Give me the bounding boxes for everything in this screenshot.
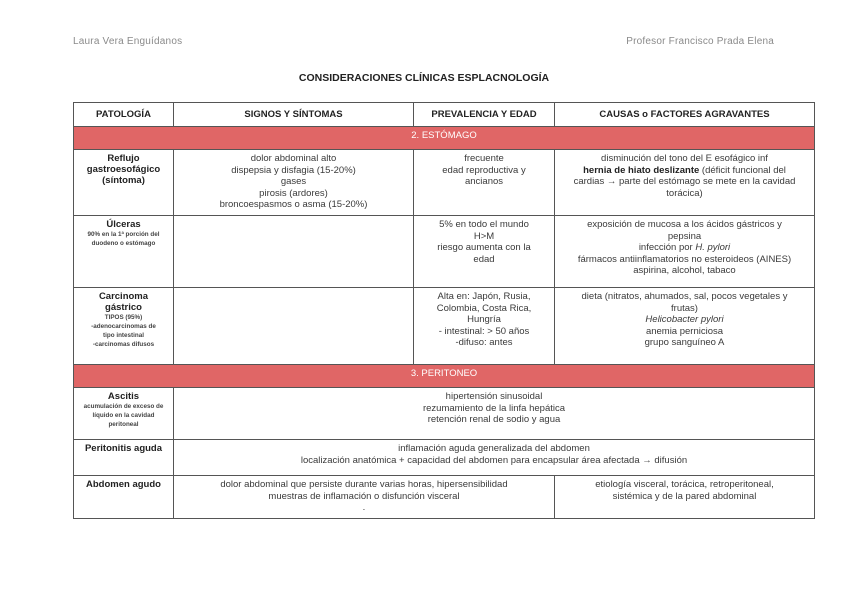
cause-text: (déficit funcional del — [699, 164, 786, 176]
document-title: CONSIDERACIONES CLÍNICAS ESPLACNOLOGÍA — [298, 72, 550, 84]
causes-abdomen — [555, 476, 815, 519]
prevalence-line: H>M — [473, 230, 495, 242]
causes-reflujo — [555, 150, 815, 216]
cause-italic: H. pylori — [695, 242, 731, 253]
section-row-peritoneo — [74, 365, 815, 388]
header-row — [74, 103, 815, 127]
causes-carcinoma — [555, 288, 815, 365]
cause-line — [559, 314, 810, 326]
cause-line: dieta (nitratos, ahumados, sal, pocos vegetales y — [581, 291, 788, 302]
pathology-ascitis — [74, 388, 174, 440]
prevalence-line: ancianos — [464, 176, 504, 187]
pathology-note: duodeno o estómago — [91, 240, 156, 247]
pathology-name: Peritonitis aguda — [84, 443, 163, 454]
table-row-reflujo — [74, 150, 815, 216]
prevalence-line: Hungría — [467, 314, 501, 325]
pathology-name: Úlceras — [106, 219, 141, 230]
pathology-note: TIPOS (95%) — [104, 314, 143, 321]
cause-line: frutas) — [671, 302, 698, 314]
cause-line — [559, 242, 810, 254]
section-row-estomago — [74, 127, 815, 150]
pathology-name: Abdomen agudo — [86, 479, 161, 490]
table-row-ascitis — [74, 388, 815, 440]
prevalence-line: - intestinal: > 50 años — [438, 325, 530, 337]
info-line: rezumamiento de la linfa hepática — [422, 402, 566, 414]
pathology-name: Ascitis — [107, 391, 140, 402]
prevalence-line: Alta en: Japón, Rusia, — [437, 291, 531, 302]
table-row-carcinoma — [74, 288, 815, 365]
cause-line: anemia perniciosa — [645, 325, 724, 337]
pathology-note: tipo intestinal — [103, 332, 144, 339]
info-ascitis — [174, 388, 815, 440]
pathology-name: gastroesofágico — [86, 164, 161, 175]
signs-ulceras — [174, 216, 414, 288]
causes-ulceras — [555, 216, 815, 288]
cause-line: grupo sanguíneo A — [644, 337, 725, 348]
cause-line: pepsina — [667, 230, 702, 242]
pathology-table — [73, 102, 815, 519]
col-header-prevalencia: PREVALENCIA Y EDAD — [414, 103, 555, 127]
prevalence-line: edad reproductiva y — [442, 164, 526, 176]
cause-highlight: hernia de hiato deslizante — [583, 164, 700, 176]
section-title-estomago: 2. ESTÓMAGO — [74, 127, 815, 150]
sign-line: dolor abdominal que persiste durante varias horas, hipersensibilidad — [220, 479, 508, 490]
prevalence-reflujo — [414, 150, 555, 216]
cause-line: fármacos antiinflamatorios no esteroideos (AINES) — [577, 253, 792, 265]
cause-line: exposición de mucosa a los ácidos gástricos y — [587, 219, 782, 230]
col-header-patologia: PATOLOGÍA — [74, 103, 174, 127]
info-line: inflamación aguda generalizada del abdomen — [398, 443, 590, 454]
info-line: hipertensión sinusoidal — [445, 391, 543, 402]
cause-line: aspirina, alcohol, tabaco — [633, 265, 736, 276]
cause-line: etiología visceral, torácica, retroperitoneal, — [595, 479, 774, 490]
prevalence-line: frecuente — [464, 153, 504, 164]
prevalence-carcinoma — [414, 288, 555, 365]
cause-line — [559, 165, 810, 177]
pathology-reflujo — [74, 150, 174, 216]
pathology-name: (síntoma) — [102, 175, 145, 186]
info-line: localización anatómica + capacidad del abdomen para encapsular área afectada → difusión — [300, 454, 688, 466]
pathology-note: -carcinomas difusos — [92, 341, 155, 348]
pathology-name: Carcinoma — [98, 291, 149, 302]
author-name: Laura Vera Enguídanos — [73, 36, 183, 47]
cause-line: cardias → parte del estómago se mete en la cavidad — [573, 176, 796, 187]
sign-line: broncoespasmos o asma (15-20%) — [219, 199, 368, 210]
table-row-ulceras — [74, 216, 815, 288]
pathology-name: Reflujo — [107, 153, 140, 164]
pathology-carcinoma — [74, 288, 174, 365]
sign-line: muestras de inflamación o disfunción visceral — [268, 490, 460, 502]
cause-line: sistémica y de la pared abdominal — [612, 490, 757, 502]
sign-line: gases — [280, 176, 307, 187]
cause-text: infección por — [638, 242, 696, 253]
sign-line: dispepsia y disfagia (15-20%) — [231, 164, 356, 176]
pathology-note: 90% en la 1ª porción del — [87, 231, 160, 238]
prevalence-line: 5% en todo el mundo — [439, 219, 529, 230]
prevalence-line: -difuso: antes — [455, 337, 513, 348]
signs-abdomen — [174, 476, 555, 519]
cause-line: disminución del tono del E esofágico inf — [601, 153, 768, 164]
sign-line: pirosis (ardores) — [259, 187, 328, 199]
sign-line: . — [362, 502, 366, 513]
sign-line: dolor abdominal alto — [250, 153, 337, 164]
cause-italic: Helicobacter pylori — [645, 314, 724, 325]
pathology-peritonitis — [74, 440, 174, 476]
prevalence-ulceras — [414, 216, 555, 288]
info-peritonitis — [174, 440, 815, 476]
pathology-ulceras — [74, 216, 174, 288]
info-line: retención renal de sodio y agua — [427, 414, 561, 425]
pathology-name: gástrico — [105, 302, 142, 313]
prevalence-line: edad — [473, 253, 495, 265]
section-title-peritoneo: 3. PERITONEO — [74, 365, 815, 388]
prevalence-line: Colombia, Costa Rica, — [436, 302, 532, 314]
pathology-note: líquido en la cavidad — [92, 412, 155, 419]
cause-line: torácica) — [666, 187, 703, 199]
prevalence-line: riesgo aumenta con la — [437, 242, 531, 253]
pathology-note: -adenocarcinomas de — [91, 323, 156, 330]
table-row-abdomen — [74, 476, 815, 519]
pathology-note: peritoneal — [108, 421, 139, 428]
col-header-signos: SIGNOS Y SÍNTOMAS — [174, 103, 414, 127]
signs-reflujo — [174, 150, 414, 216]
pathology-abdomen — [74, 476, 174, 519]
table-row-peritonitis — [74, 440, 815, 476]
professor-name: Profesor Francisco Prada Elena — [626, 36, 774, 47]
pathology-note: acumulación de exceso de — [83, 403, 164, 410]
signs-carcinoma — [174, 288, 414, 365]
col-header-causas: CAUSAS o FACTORES AGRAVANTES — [555, 103, 815, 127]
